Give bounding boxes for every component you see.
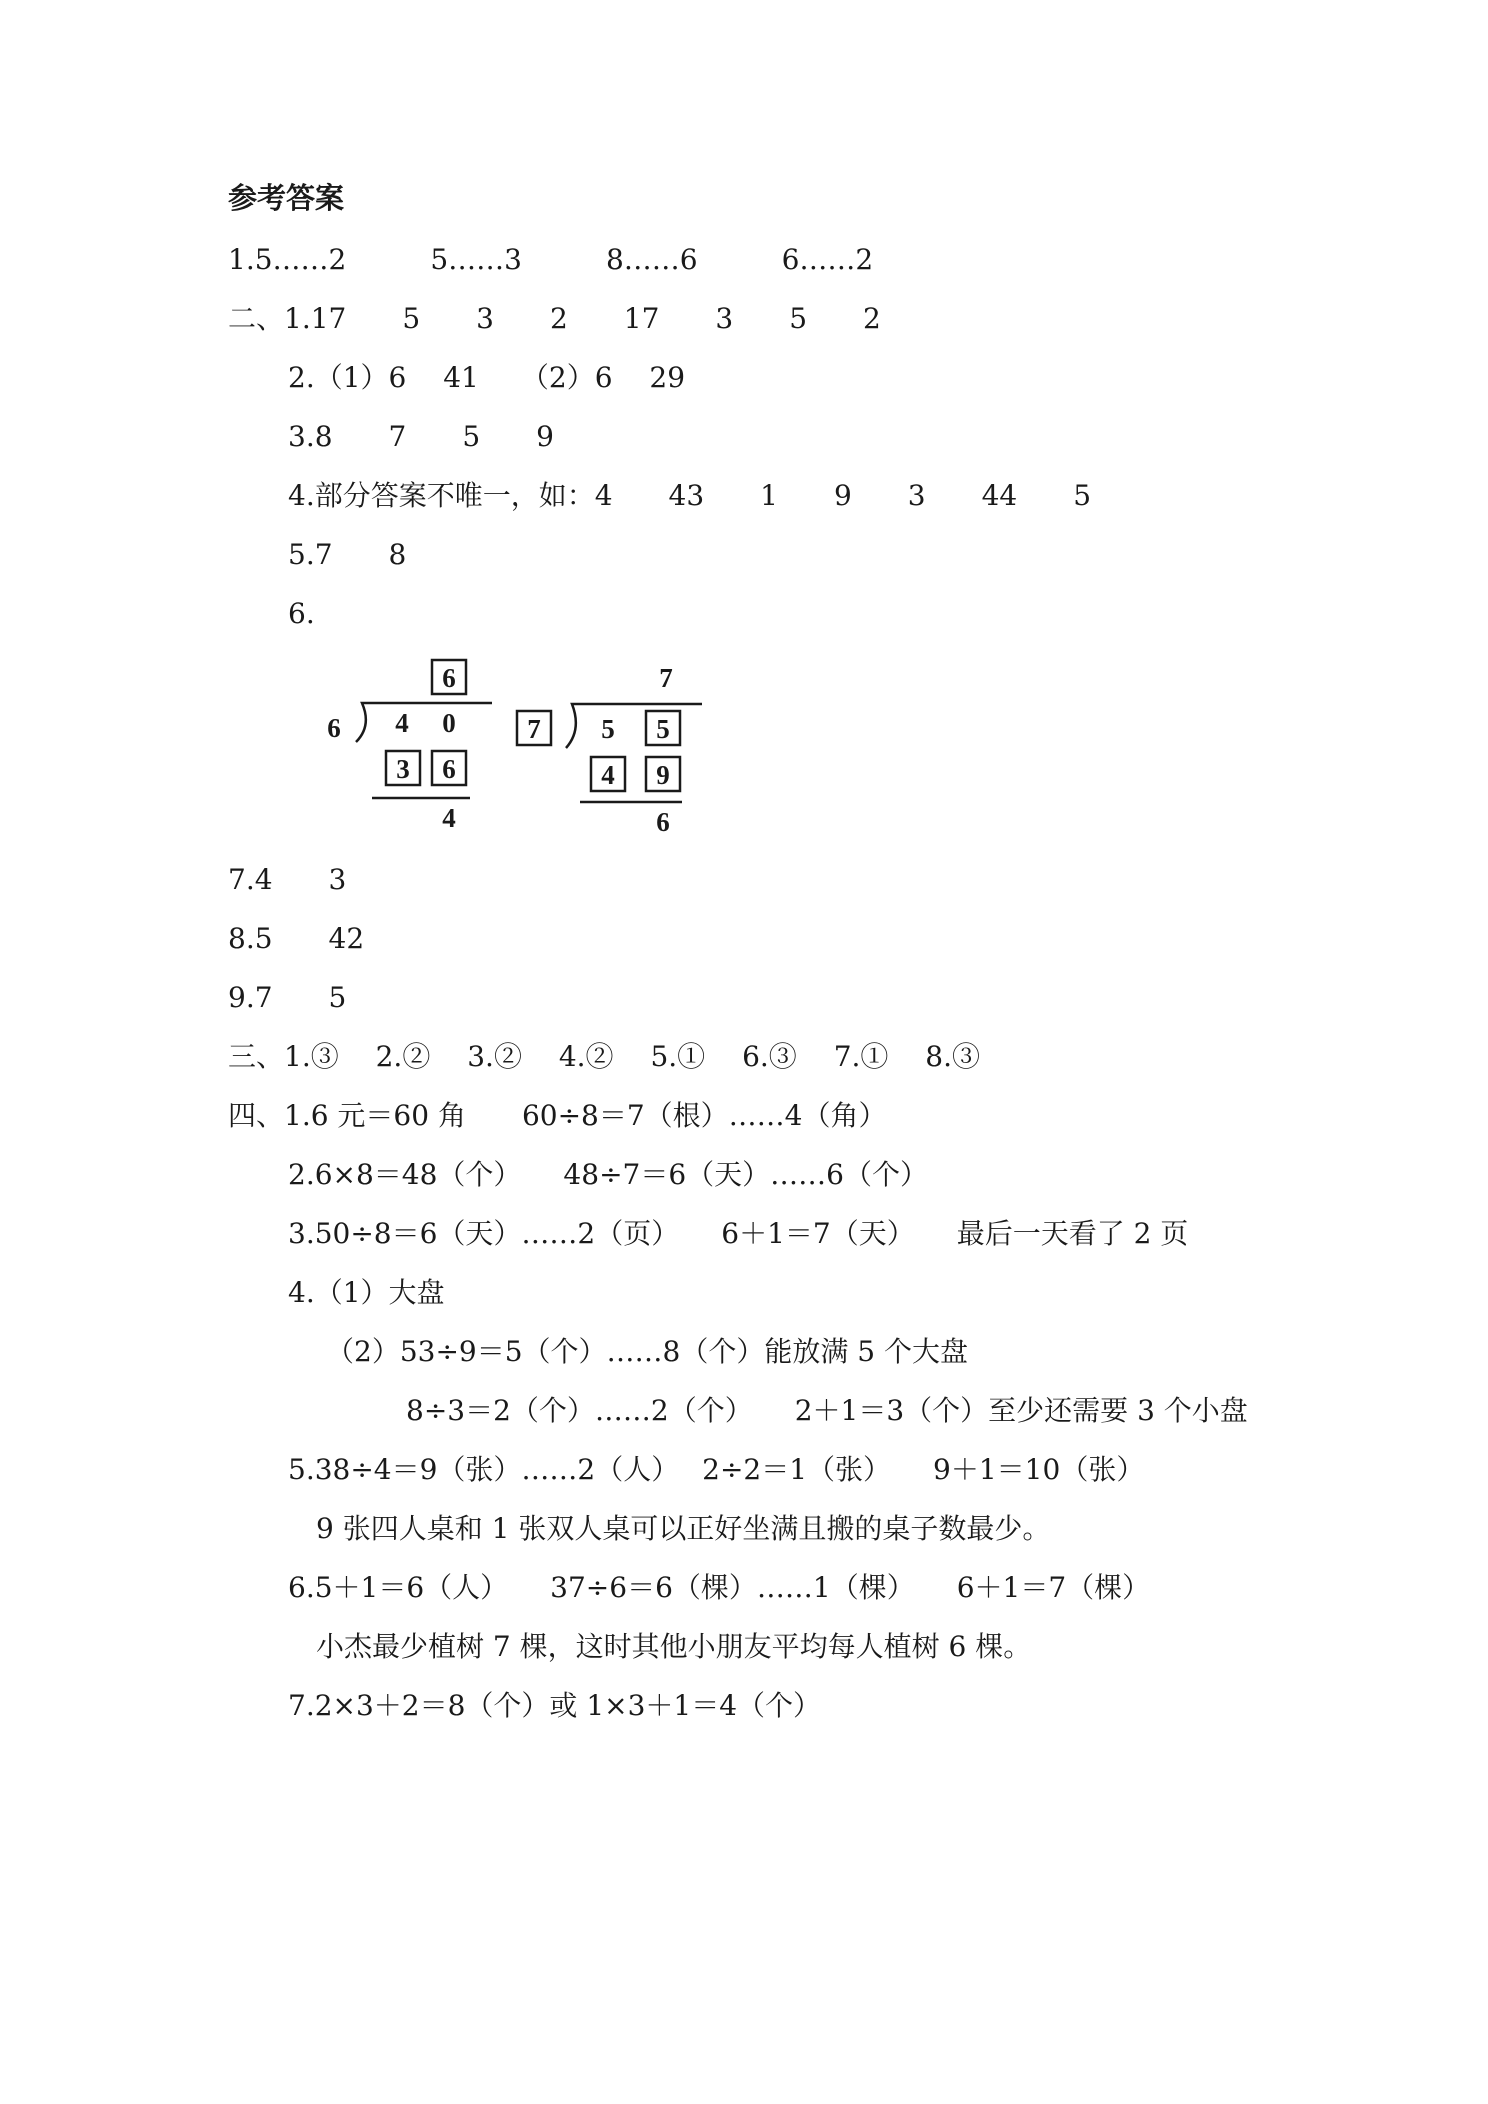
product-ones-digit: 6: [442, 754, 456, 784]
answer-section-2-5: 5.7 8: [288, 538, 407, 571]
long-division-figure: [316, 650, 716, 840]
division-bracket: [356, 703, 492, 742]
quotient-digit: 7: [659, 663, 673, 693]
answer-section-4-6-conclusion: 小杰最少植树 7 棵，这时其他小朋友平均每人植树 6 棵。: [316, 1630, 1032, 1663]
product-ones-digit: 9: [656, 760, 670, 790]
answer-section-2-6: 6.: [288, 597, 315, 630]
dividend-tens-digit: 5: [601, 714, 615, 744]
answer-section-4-4-part2-continued: 8÷3＝2（个）……2（个） 2＋1＝3（个）至少还需要 3 个小盘: [406, 1394, 1248, 1427]
division-right: [517, 663, 702, 837]
answer-section-2-8: 8.5 42: [228, 922, 365, 955]
dividend-ones-digit: 5: [656, 714, 670, 744]
dividend-tens-digit: 4: [395, 708, 409, 738]
answer-section-2-3: 3.8 7 5 9: [288, 420, 554, 453]
division-bracket: [566, 704, 702, 748]
answer-section-4-6: 6.5＋1＝6（人） 37÷6＝6（棵）……1（棵） 6＋1＝7（棵）: [288, 1571, 1151, 1604]
answer-section-2-1: 二、1.17 5 3 2 17 3 5 2: [228, 302, 881, 335]
product-tens-digit: 3: [396, 754, 410, 784]
quotient-digit: 6: [442, 663, 456, 693]
divisor-digit: 7: [527, 714, 541, 744]
divisor-digit: 6: [327, 713, 341, 743]
remainder-digit: 6: [656, 807, 670, 837]
page-title: 参考答案: [228, 181, 345, 215]
answer-section-3: 三、1.③ 2.② 3.② 4.② 5.① 6.③ 7.① 8.③: [228, 1040, 981, 1073]
answer-section-4-4-part1: 4.（1）大盘: [288, 1276, 445, 1309]
product-tens-digit: 4: [601, 760, 615, 790]
answer-section-4-2: 2.6×8＝48（个） 48÷7＝6（天）……6（个）: [288, 1158, 928, 1191]
answer-section-4-5: 5.38÷4＝9（张）……2（人） 2÷2＝1（张） 9＋1＝10（张）: [288, 1453, 1145, 1486]
answer-section-4-5-conclusion: 9 张四人桌和 1 张双人桌可以正好坐满且搬的桌子数最少。: [316, 1512, 1051, 1545]
answer-section-2-2: 2.（1）6 41 （2）6 29: [288, 361, 686, 394]
answer-section-4-3: 3.50÷8＝6（天）……2（页） 6＋1＝7（天） 最后一天看了 2 页: [288, 1217, 1189, 1250]
division-left: [327, 660, 492, 833]
remainder-digit: 4: [442, 803, 456, 833]
answer-section-2-7: 7.4 3: [228, 863, 347, 896]
answer-section-2-9: 9.7 5: [228, 981, 347, 1014]
answer-section-2-4: 4.部分答案不唯一，如：4 43 1 9 3 44 5: [288, 479, 1092, 512]
dividend-ones-digit: 0: [442, 708, 456, 738]
answer-section-4-1: 四、1.6 元＝60 角 60÷8＝7（根）……4（角）: [228, 1099, 887, 1132]
answer-line-1: 1.5……2 5……3 8……6 6……2: [228, 243, 874, 276]
answer-section-4-7: 7.2×3＋2＝8（个）或 1×3＋1＝4（个）: [288, 1689, 822, 1722]
answer-section-4-4-part2: （2）53÷9＝5（个）……8（个）能放满 5 个大盘: [326, 1335, 968, 1368]
